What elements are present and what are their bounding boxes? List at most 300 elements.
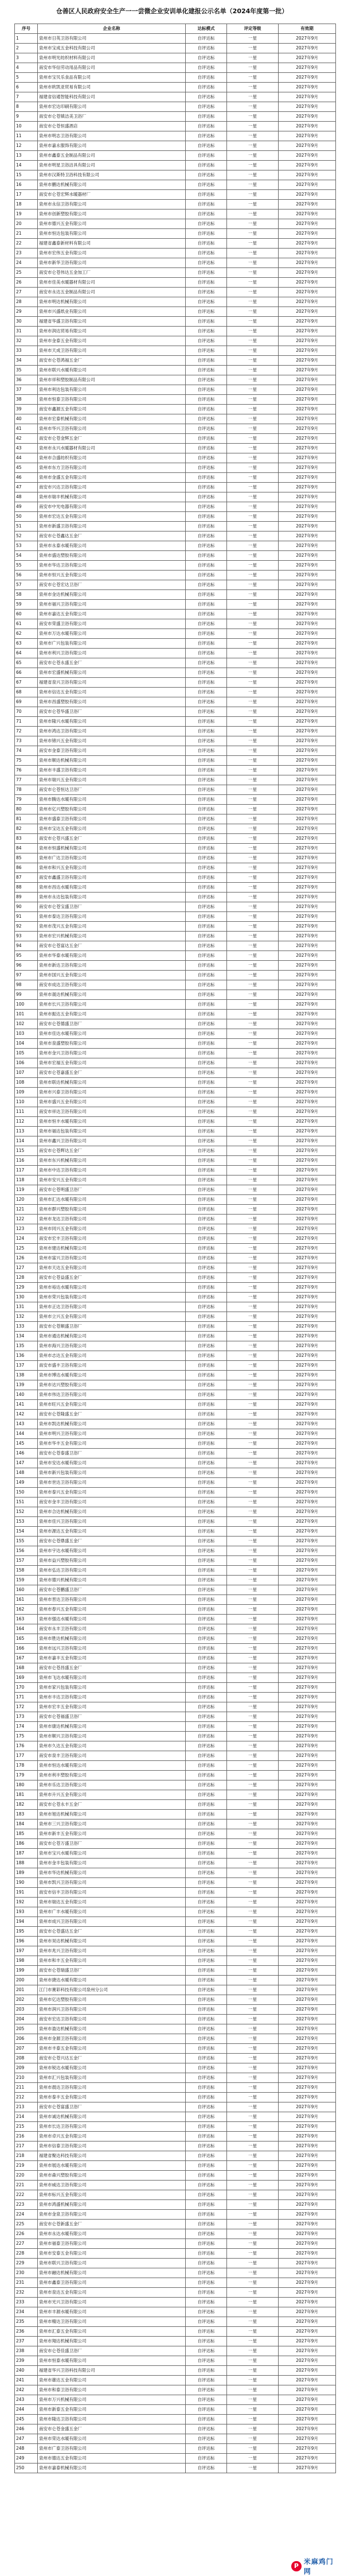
- row-rating-level: 一星: [227, 463, 279, 473]
- row-rating-level: 一星: [227, 1605, 279, 1615]
- row-rating-level: 一星: [227, 561, 279, 571]
- row-company-name: 泉州市安达水暖有限公司: [38, 1458, 186, 1468]
- row-rating-level: 一星: [227, 2356, 279, 2366]
- row-compliance-mode: 自评达标: [186, 785, 227, 795]
- row-company-name: 泉州市宝达五金有限公司: [38, 824, 186, 834]
- row-compliance-mode: 自评达标: [186, 2337, 227, 2346]
- row-rating-level: 一星: [227, 902, 279, 912]
- table-row: [15, 249, 336, 258]
- row-index: 156: [15, 1546, 38, 1556]
- table-row: [15, 561, 336, 571]
- row-valid-until: 2027年9月: [279, 649, 336, 658]
- row-index: 233: [15, 2298, 38, 2307]
- row-index: 180: [15, 1780, 38, 1790]
- row-company-name: 泉州市新达卫浴有限公司: [38, 961, 186, 971]
- row-company-name: 泉州市诚达机械有限公司: [38, 2112, 186, 2122]
- row-compliance-mode: 自评达标: [186, 1751, 227, 1761]
- row-compliance-mode: 自评达标: [186, 2181, 227, 2190]
- row-company-name: 泉州市长兴卫浴有限公司: [38, 1000, 186, 1010]
- row-compliance-mode: 自评达标: [186, 1527, 227, 1537]
- row-rating-level: 一星: [227, 2415, 279, 2424]
- row-index: 183: [15, 1810, 38, 1820]
- row-valid-until: 2027年9月: [279, 1478, 336, 1488]
- row-index: 193: [15, 1907, 38, 1917]
- row-company-name: 泉州市鑫泰卫浴有限公司: [38, 2278, 186, 2288]
- row-rating-level: 一星: [227, 1683, 279, 1693]
- row-rating-level: 一星: [227, 1859, 279, 1868]
- row-company-name: 泉州市志达五金有限公司: [38, 1351, 186, 1361]
- row-index: 69: [15, 697, 38, 707]
- table-row: [15, 2122, 336, 2132]
- row-compliance-mode: 自评达标: [186, 1117, 227, 1127]
- row-rating-level: 一星: [227, 610, 279, 619]
- row-index: 222: [15, 2190, 38, 2200]
- row-valid-until: 2027年9月: [279, 688, 336, 697]
- row-company-name: 泉州市晋达卫浴有限公司: [38, 1595, 186, 1605]
- row-index: 151: [15, 1498, 38, 1507]
- row-company-name: 南安市成达卫浴有限公司: [38, 980, 186, 990]
- row-company-name: 福建省信通智能科技有限公司: [38, 92, 186, 102]
- row-company-name: 南安市仑苍宝盛卫浴厂: [38, 902, 186, 912]
- row-company-name: 泉州市华兴卫浴有限公司: [38, 424, 186, 434]
- row-valid-until: 2027年9月: [279, 805, 336, 814]
- row-index: 49: [15, 502, 38, 512]
- row-valid-until: 2027年9月: [279, 1712, 336, 1722]
- row-compliance-mode: 自评达标: [186, 1283, 227, 1293]
- row-rating-level: 一星: [227, 775, 279, 785]
- row-compliance-mode: 自评达标: [186, 1312, 227, 1322]
- row-index: 229: [15, 2259, 38, 2268]
- row-index: 150: [15, 1488, 38, 1498]
- row-index: 197: [15, 1946, 38, 1956]
- table-row: [15, 1956, 336, 1966]
- row-index: 84: [15, 844, 38, 854]
- row-company-name: 泉州市明志卫浴有限公司: [38, 131, 186, 141]
- row-compliance-mode: 自评达标: [186, 551, 227, 561]
- table-row: [15, 1859, 336, 1868]
- row-rating-level: 一星: [227, 639, 279, 649]
- row-compliance-mode: 自评达标: [186, 2415, 227, 2424]
- row-compliance-mode: 自评达标: [186, 1488, 227, 1498]
- table-row: [15, 1829, 336, 1839]
- row-valid-until: 2027年9月: [279, 258, 336, 268]
- row-index: 128: [15, 1273, 38, 1283]
- table-row: [15, 2268, 336, 2278]
- row-compliance-mode: 自评达标: [186, 2239, 227, 2249]
- row-company-name: 南安市仑苍顺盛卫浴厂: [38, 1322, 186, 1332]
- row-compliance-mode: 自评达标: [186, 1302, 227, 1312]
- header-index: 序号: [15, 24, 38, 34]
- row-valid-until: 2027年9月: [279, 1429, 336, 1439]
- row-rating-level: 一星: [227, 1937, 279, 1946]
- row-index: 23: [15, 249, 38, 258]
- row-valid-until: 2027年9月: [279, 1898, 336, 1907]
- row-valid-until: 2027年9月: [279, 2073, 336, 2083]
- row-index: 210: [15, 2073, 38, 2083]
- row-index: 80: [15, 805, 38, 814]
- row-compliance-mode: 自评达标: [186, 463, 227, 473]
- row-company-name: 泉州市华达机械有限公司: [38, 1868, 186, 1878]
- row-valid-until: 2027年9月: [279, 961, 336, 971]
- row-index: 226: [15, 2229, 38, 2239]
- row-index: 211: [15, 2083, 38, 2093]
- table-row: [15, 190, 336, 200]
- row-rating-level: 一星: [227, 668, 279, 678]
- row-rating-level: 一星: [227, 249, 279, 258]
- table-row: [15, 2327, 336, 2337]
- row-valid-until: 2027年9月: [279, 1107, 336, 1117]
- table-row: [15, 2405, 336, 2415]
- row-rating-level: 一星: [227, 122, 279, 131]
- row-valid-until: 2027年9月: [279, 219, 336, 229]
- row-index: 101: [15, 1010, 38, 1019]
- row-valid-until: 2027年9月: [279, 1371, 336, 1380]
- row-rating-level: 一星: [227, 278, 279, 288]
- row-valid-until: 2027年9月: [279, 463, 336, 473]
- row-index: 207: [15, 2044, 38, 2054]
- row-company-name: 泉州市佳达水暖有限公司: [38, 1029, 186, 1039]
- row-valid-until: 2027年9月: [279, 2317, 336, 2327]
- row-rating-level: 一星: [227, 785, 279, 795]
- row-company-name: 泉州市广泰卫浴有限公司: [38, 2444, 186, 2454]
- row-company-name: 泉州市佳兴卫浴有限公司: [38, 1517, 186, 1527]
- table-row: [15, 83, 336, 92]
- row-valid-until: 2027年9月: [279, 2132, 336, 2142]
- row-index: 125: [15, 1244, 38, 1254]
- row-index: 100: [15, 1000, 38, 1010]
- row-rating-level: 一星: [227, 1136, 279, 1146]
- row-valid-until: 2027年9月: [279, 1293, 336, 1302]
- row-compliance-mode: 自评达标: [186, 541, 227, 551]
- row-company-name: 南安市仑苍永盛五金厂: [38, 658, 186, 668]
- row-index: 118: [15, 1176, 38, 1185]
- row-compliance-mode: 自评达标: [186, 834, 227, 844]
- table-row: [15, 1322, 336, 1332]
- row-compliance-mode: 自评达标: [186, 1341, 227, 1351]
- row-index: 153: [15, 1517, 38, 1527]
- row-valid-until: 2027年9月: [279, 1254, 336, 1263]
- row-valid-until: 2027年9月: [279, 34, 336, 44]
- row-rating-level: 一星: [227, 1771, 279, 1780]
- table-row: [15, 2132, 336, 2142]
- row-rating-level: 一星: [227, 1634, 279, 1644]
- row-compliance-mode: 自评达标: [186, 1058, 227, 1068]
- row-compliance-mode: 自评达标: [186, 1927, 227, 1937]
- row-index: 175: [15, 1732, 38, 1741]
- table-row: [15, 746, 336, 756]
- row-valid-until: 2027年9月: [279, 629, 336, 639]
- row-valid-until: 2027年9月: [279, 658, 336, 668]
- row-compliance-mode: 自评达标: [186, 53, 227, 63]
- row-company-name: 泉州市万兴机械有限公司: [38, 2395, 186, 2405]
- row-compliance-mode: 自评达标: [186, 1351, 227, 1361]
- row-company-name: 南安市仑苍福盛卫浴厂: [38, 1712, 186, 1722]
- row-rating-level: 一星: [227, 2093, 279, 2102]
- row-index: 165: [15, 1634, 38, 1644]
- row-valid-until: 2027年9月: [279, 932, 336, 941]
- row-compliance-mode: 自评达标: [186, 297, 227, 307]
- row-company-name: 泉州市兆兴卫浴有限公司: [38, 1946, 186, 1956]
- row-rating-level: 一星: [227, 1517, 279, 1527]
- row-rating-level: 一星: [227, 2220, 279, 2229]
- row-index: 81: [15, 814, 38, 824]
- row-company-name: 泉州市中达卫浴有限公司: [38, 1166, 186, 1176]
- row-rating-level: 一星: [227, 336, 279, 346]
- row-rating-level: 一星: [227, 2424, 279, 2434]
- row-compliance-mode: 自评达标: [186, 317, 227, 327]
- row-compliance-mode: 自评达标: [186, 1234, 227, 1244]
- row-valid-until: 2027年9月: [279, 1985, 336, 1995]
- table-row: [15, 2259, 336, 2268]
- row-rating-level: 一星: [227, 795, 279, 805]
- row-index: 170: [15, 1683, 38, 1693]
- row-company-name: 泉州市通达机械有限公司: [38, 1332, 186, 1341]
- table-row: [15, 1068, 336, 1078]
- row-company-name: 泉州市凯达机械有限公司: [38, 1419, 186, 1429]
- row-valid-until: 2027年9月: [279, 190, 336, 200]
- row-valid-until: 2027年9月: [279, 336, 336, 346]
- table-row: [15, 327, 336, 336]
- row-rating-level: 一星: [227, 2239, 279, 2249]
- row-valid-until: 2027年9月: [279, 1215, 336, 1224]
- row-rating-level: 一星: [227, 541, 279, 551]
- table-row: [15, 1868, 336, 1878]
- table-row: [15, 2073, 336, 2083]
- row-compliance-mode: 自评达标: [186, 2161, 227, 2171]
- row-index: 232: [15, 2288, 38, 2298]
- row-compliance-mode: 自评达标: [186, 1995, 227, 2005]
- row-index: 237: [15, 2337, 38, 2346]
- row-compliance-mode: 自评达标: [186, 2151, 227, 2161]
- row-compliance-mode: 自评达标: [186, 1517, 227, 1527]
- table-row: [15, 1156, 336, 1166]
- row-rating-level: 一星: [227, 883, 279, 893]
- row-valid-until: 2027年9月: [279, 600, 336, 610]
- table-row: [15, 1595, 336, 1605]
- row-compliance-mode: 自评达标: [186, 824, 227, 834]
- row-valid-until: 2027年9月: [279, 2434, 336, 2444]
- row-rating-level: 一星: [227, 1741, 279, 1751]
- row-valid-until: 2027年9月: [279, 941, 336, 951]
- row-company-name: 泉州市天成卫浴有限公司: [38, 346, 186, 356]
- row-rating-level: 一星: [227, 414, 279, 424]
- row-compliance-mode: 自评达标: [186, 2268, 227, 2278]
- row-company-name: 泉州市荣兴包装有限公司: [38, 1293, 186, 1302]
- table-row: [15, 775, 336, 785]
- row-rating-level: 一星: [227, 1195, 279, 1205]
- row-compliance-mode: 自评达标: [186, 1449, 227, 1458]
- row-valid-until: 2027年9月: [279, 2200, 336, 2210]
- row-rating-level: 一星: [227, 1410, 279, 1419]
- row-rating-level: 一星: [227, 34, 279, 44]
- table-row: [15, 619, 336, 629]
- row-compliance-mode: 自评达标: [186, 1615, 227, 1624]
- row-index: 172: [15, 1702, 38, 1712]
- row-rating-level: 一星: [227, 717, 279, 727]
- row-rating-level: 一星: [227, 1361, 279, 1371]
- row-compliance-mode: 自评达标: [186, 258, 227, 268]
- row-index: 4: [15, 63, 38, 73]
- table-row: [15, 1429, 336, 1439]
- row-compliance-mode: 自评达标: [186, 102, 227, 112]
- row-rating-level: 一星: [227, 2024, 279, 2034]
- row-company-name: 泉州市联达机械有限公司: [38, 1078, 186, 1088]
- table-row: [15, 766, 336, 775]
- table-row: [15, 2239, 336, 2249]
- row-valid-until: 2027年9月: [279, 746, 336, 756]
- row-index: 39: [15, 405, 38, 414]
- row-rating-level: 一星: [227, 590, 279, 600]
- row-compliance-mode: 自评达标: [186, 151, 227, 161]
- row-index: 27: [15, 288, 38, 297]
- row-company-name: 泉州市明达机械有限公司: [38, 297, 186, 307]
- row-index: 67: [15, 678, 38, 688]
- row-rating-level: 一星: [227, 1527, 279, 1537]
- row-index: 192: [15, 1898, 38, 1907]
- row-company-name: 南安市仑苍瑞盛卫浴厂: [38, 1966, 186, 1976]
- row-compliance-mode: 自评达标: [186, 1859, 227, 1868]
- row-index: 32: [15, 336, 38, 346]
- row-valid-until: 2027年9月: [279, 902, 336, 912]
- row-rating-level: 一星: [227, 366, 279, 375]
- row-compliance-mode: 自评达标: [186, 883, 227, 893]
- row-company-name: 泉州市和丰五金有限公司: [38, 1956, 186, 1966]
- row-index: 225: [15, 2220, 38, 2229]
- table-row: [15, 1712, 336, 1722]
- row-valid-until: 2027年9月: [279, 990, 336, 1000]
- row-compliance-mode: 自评达标: [186, 1605, 227, 1615]
- row-company-name: 泉州市鑫泰五金制品有限公司: [38, 151, 186, 161]
- row-rating-level: 一星: [227, 1146, 279, 1156]
- row-rating-level: 一星: [227, 2190, 279, 2200]
- row-company-name: 泉州市昌达水暖有限公司: [38, 883, 186, 893]
- table-row: [15, 317, 336, 327]
- row-compliance-mode: 自评达标: [186, 1917, 227, 1927]
- row-company-name: 泉州市天达五金有限公司: [38, 1263, 186, 1273]
- row-rating-level: 一星: [227, 1371, 279, 1380]
- row-valid-until: 2027年9月: [279, 1595, 336, 1605]
- row-index: 149: [15, 1478, 38, 1488]
- table-row: [15, 1224, 336, 1234]
- row-rating-level: 一星: [227, 1380, 279, 1390]
- table-row: [15, 2190, 336, 2200]
- row-rating-level: 一星: [227, 1205, 279, 1215]
- row-index: 120: [15, 1195, 38, 1205]
- row-compliance-mode: 自评达标: [186, 1029, 227, 1039]
- row-compliance-mode: 自评达标: [186, 1741, 227, 1751]
- row-index: 224: [15, 2210, 38, 2220]
- row-rating-level: 一星: [227, 53, 279, 63]
- row-rating-level: 一星: [227, 1293, 279, 1302]
- row-index: 75: [15, 756, 38, 766]
- row-rating-level: 一星: [227, 2288, 279, 2298]
- row-index: 112: [15, 1117, 38, 1127]
- row-company-name: 泉州市宏福五金有限公司: [38, 1058, 186, 1068]
- row-company-name: 泉州市宏盛机械有限公司: [38, 668, 186, 678]
- row-valid-until: 2027年9月: [279, 1068, 336, 1078]
- row-valid-until: 2027年9月: [279, 2395, 336, 2405]
- row-compliance-mode: 自评达标: [186, 1498, 227, 1507]
- row-compliance-mode: 自评达标: [186, 1176, 227, 1185]
- row-index: 20: [15, 219, 38, 229]
- table-row: [15, 2229, 336, 2239]
- table-row: [15, 346, 336, 356]
- row-company-name: 泉州市展达水暖有限公司: [38, 2161, 186, 2171]
- row-index: 57: [15, 580, 38, 590]
- row-compliance-mode: 自评达标: [186, 863, 227, 873]
- row-company-name: 泉州市成兴卫浴有限公司: [38, 1917, 186, 1927]
- row-valid-until: 2027年9月: [279, 1273, 336, 1283]
- row-company-name: 福建省鑫泰新材料有限公司: [38, 239, 186, 249]
- table-row: [15, 736, 336, 746]
- table-row: [15, 1449, 336, 1458]
- row-valid-until: 2027年9月: [279, 1888, 336, 1898]
- row-index: 83: [15, 834, 38, 844]
- row-company-name: 泉州市恒达包装有限公司: [38, 229, 186, 239]
- row-rating-level: 一星: [227, 2444, 279, 2454]
- row-company-name: 泉州市胜达机械有限公司: [38, 1634, 186, 1644]
- row-company-name: 南安市仑苍伟达五金加工厂: [38, 268, 186, 278]
- row-company-name: 泉州市金丰包装有限公司: [38, 1859, 186, 1868]
- table-body: [15, 34, 336, 2473]
- row-index: 178: [15, 1761, 38, 1771]
- row-company-name: 泉州市汇兴包装有限公司: [38, 2073, 186, 2083]
- row-rating-level: 一星: [227, 649, 279, 658]
- table-row: [15, 2307, 336, 2317]
- table-row: [15, 1820, 336, 1829]
- row-compliance-mode: 自评达标: [186, 1937, 227, 1946]
- row-index: 230: [15, 2268, 38, 2278]
- row-company-name: 泉州市兴盛纸业有限公司: [38, 307, 186, 317]
- row-rating-level: 一星: [227, 756, 279, 766]
- table-row: [15, 2102, 336, 2112]
- row-company-name: 泉州市鸿盛机械有限公司: [38, 2200, 186, 2210]
- row-rating-level: 一星: [227, 1907, 279, 1917]
- row-valid-until: 2027年9月: [279, 1185, 336, 1195]
- row-index: 9: [15, 112, 38, 122]
- row-rating-level: 一星: [227, 2395, 279, 2405]
- row-index: 203: [15, 2005, 38, 2015]
- row-compliance-mode: 自评达标: [186, 532, 227, 541]
- table-row: [15, 2171, 336, 2181]
- row-rating-level: 一星: [227, 688, 279, 697]
- row-index: 105: [15, 1049, 38, 1058]
- row-company-name: 泉州市华达卫浴有限公司: [38, 561, 186, 571]
- row-rating-level: 一星: [227, 1254, 279, 1263]
- row-compliance-mode: 自评达标: [186, 2200, 227, 2210]
- table-row: [15, 1302, 336, 1312]
- table-row: [15, 2093, 336, 2102]
- row-index: 141: [15, 1400, 38, 1410]
- row-rating-level: 一星: [227, 1868, 279, 1878]
- table-row: [15, 307, 336, 317]
- row-compliance-mode: 自评达标: [186, 522, 227, 532]
- row-valid-until: 2027年9月: [279, 883, 336, 893]
- row-company-name: 泉州市汇泰五金有限公司: [38, 2327, 186, 2337]
- row-index: 19: [15, 210, 38, 219]
- row-compliance-mode: 自评达标: [186, 2366, 227, 2376]
- row-valid-until: 2027年9月: [279, 414, 336, 424]
- row-valid-until: 2027年9月: [279, 678, 336, 688]
- row-compliance-mode: 自评达标: [186, 2395, 227, 2405]
- table-row: [15, 1058, 336, 1068]
- row-index: 122: [15, 1215, 38, 1224]
- row-compliance-mode: 自评达标: [186, 2024, 227, 2034]
- table-row: [15, 834, 336, 844]
- row-compliance-mode: 自评达标: [186, 2112, 227, 2122]
- row-valid-until: 2027年9月: [279, 795, 336, 805]
- row-valid-until: 2027年9月: [279, 122, 336, 131]
